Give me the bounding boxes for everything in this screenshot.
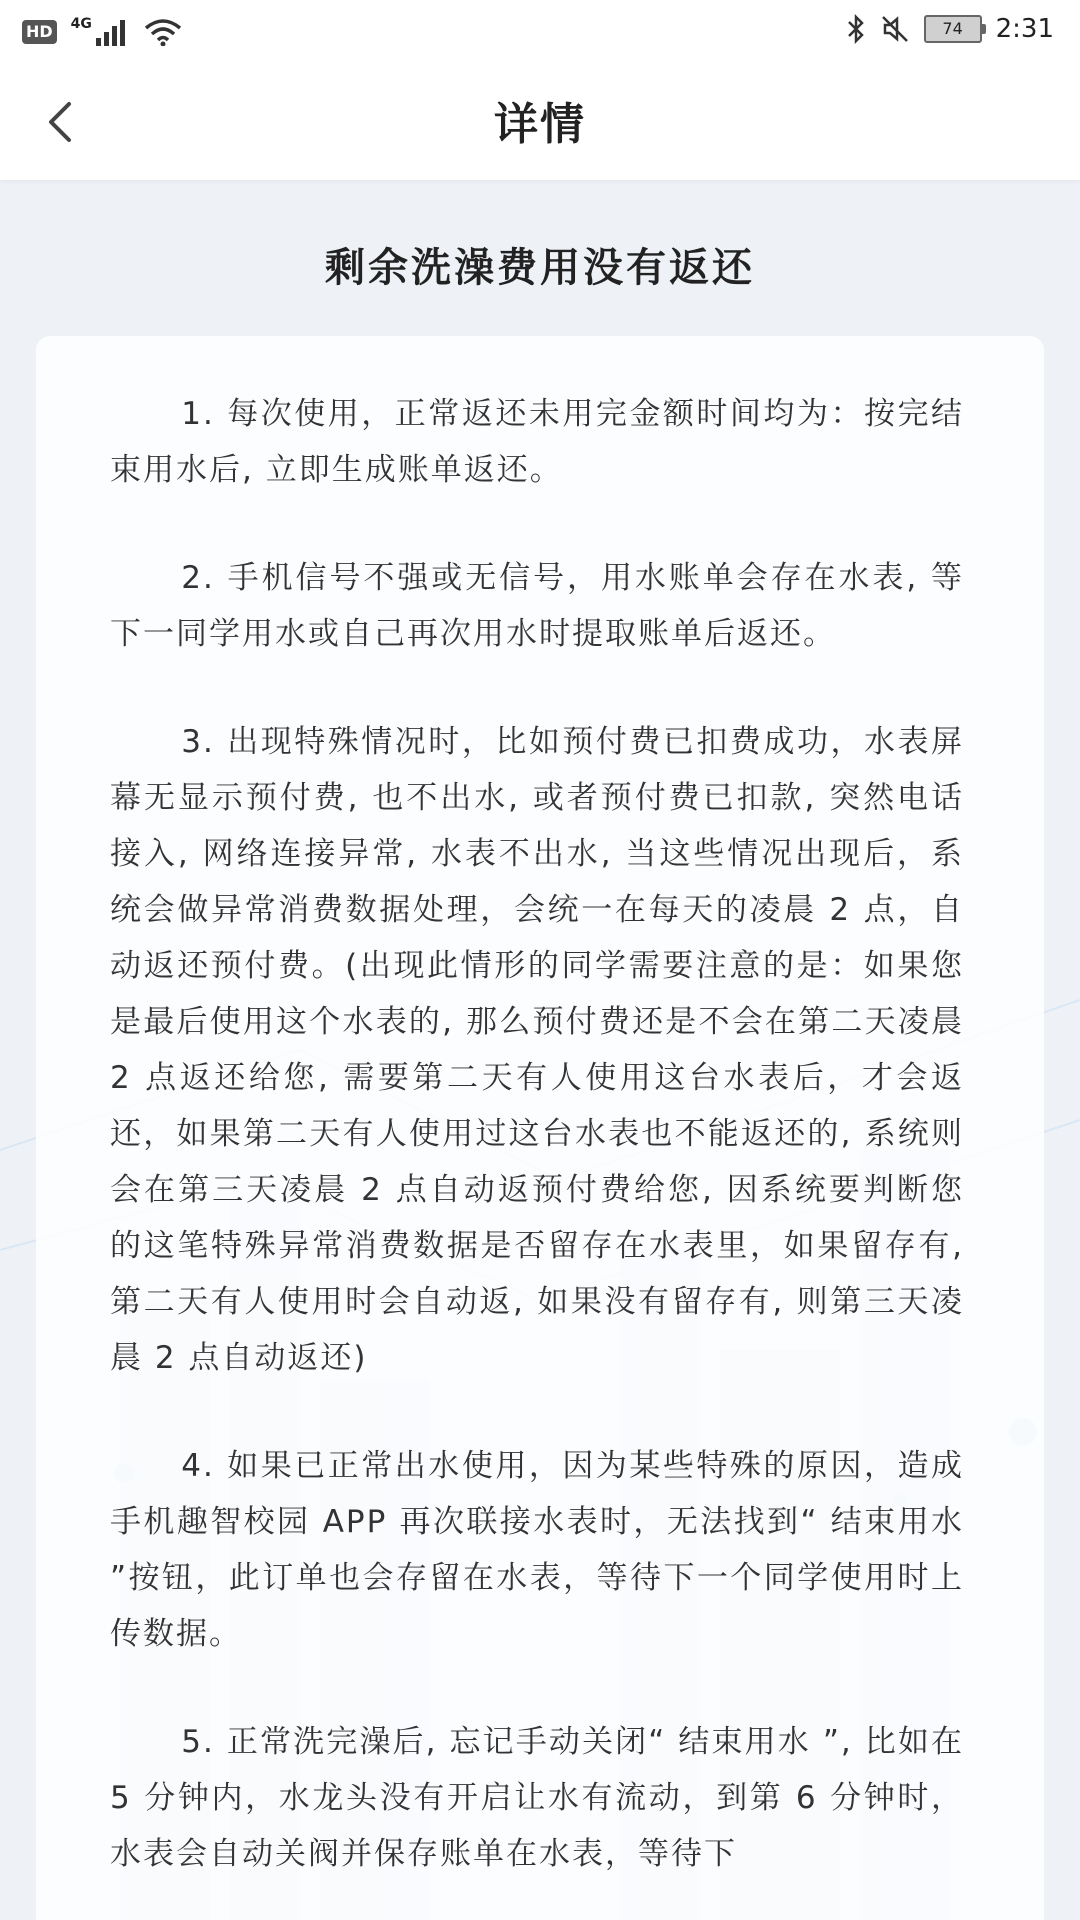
paragraph-2: 2. 手机信号不强或无信号，用水账单会存在水表, 等下一同学用水或自己再次用水时提取账单后返还。 — [110, 560, 964, 652]
status-bar — [0, 0, 1080, 66]
signal-icon — [96, 18, 130, 46]
battery-icon — [924, 15, 982, 43]
clock: 2:31 — [995, 14, 1054, 44]
nav-title: 详情 — [494, 99, 586, 150]
bluetooth-icon — [846, 14, 866, 44]
status-right — [846, 14, 1054, 44]
hd-badge: HD — [22, 20, 57, 44]
paragraph-1: 1. 每次使用，正常返还未用完金额时间均为：按完结束用水后, 立即生成账单返还。 — [110, 396, 964, 488]
paragraph-3: 3. 出现特殊情况时，比如预付费已扣费成功，水表屏幕无显示预付费, 也不出水, 或者预付费已扣款, 突然电话接入, 网络连接异常, 水表不出水, 当这些情况出现后，系统会做异常消费数据处理，会统一在每天的凌晨 2 点，自动返还预付费。(出现此情形的同学需要注意的是：如果您是最后使用这个水表的, 那么预付费还是不会在第二天凌晨 2 点返还给您, 需要第二天有人使用这台水表后，才会返还，如果第二天有人使用过这台水表也不能返还的, 系统则会在第三天凌晨 2 点自动返预付费给您, 因系统要判断您的这笔特殊异常消费数据是否留存在水表里，如果留存有, 第二天有人使用时会自动返, 如果没有留存有, 则第三天凌晨 2 点自动返还) — [110, 724, 964, 1376]
paragraph-5: 5. 正常洗完澡后, 忘记手动关闭“ 结束用水 ”, 比如在 5 分钟内，水龙头没有开启让水有流动，到第 6 分钟时，水表会自动关阀并保存账单在水表，等待下 — [110, 1724, 964, 1872]
network-label: 4G — [70, 16, 92, 32]
battery-level: 74 — [942, 19, 963, 38]
content-card — [36, 336, 1044, 1920]
mute-icon — [880, 14, 910, 44]
wifi-icon — [144, 18, 182, 46]
status-left — [22, 18, 182, 46]
nav-bar — [0, 66, 1080, 180]
article-title: 剩余洗澡费用没有返还 — [325, 245, 755, 291]
paragraph-4: 4. 如果已正常出水使用，因为某些特殊的原因，造成手机趣智校园 APP 再次联接水表时，无法找到“ 结束用水 ”按钮，此订单也会存留在水表，等待下一个同学使用时上传数据。 — [110, 1448, 964, 1652]
